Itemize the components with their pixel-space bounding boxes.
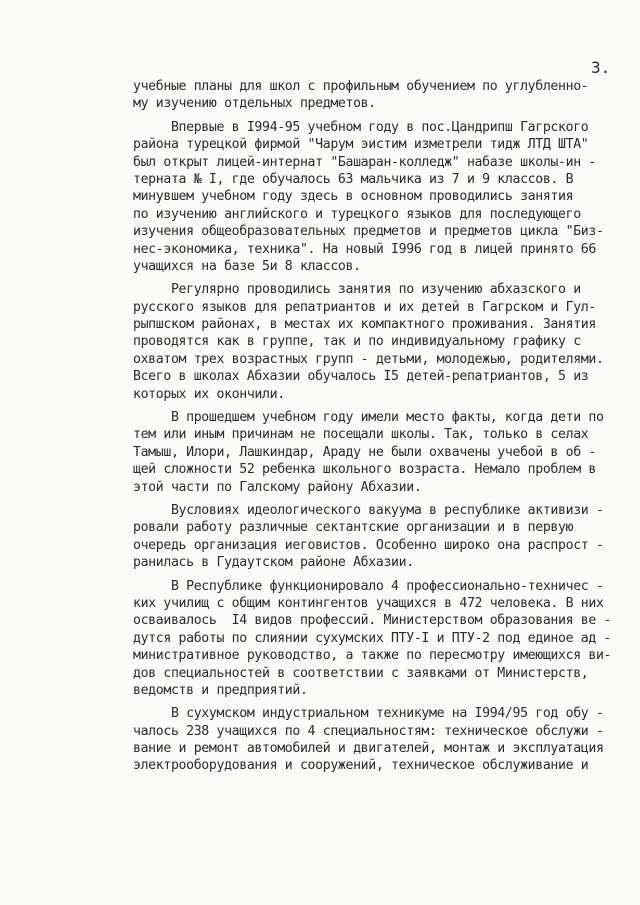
- text-line: Тамыш, Илори, Лашкиндар, Араду не были охвачены учебой в об -: [133, 444, 596, 460]
- paragraph: [133, 281, 613, 403]
- text-line: тем или иным причинам не посещали школы. Так, только в селах: [133, 427, 589, 443]
- text-line: электрооборудования и сооружений, техническое обслуживание и: [133, 758, 589, 774]
- text-line: проводятся как в группе, так и по индивидуальному графику с: [133, 334, 581, 350]
- paragraph: [133, 705, 613, 775]
- text-line: учащихся на базе 5и 8 классов.: [133, 258, 361, 274]
- text-line: Вусловиях идеологического вакуума в республике активизи -: [133, 502, 604, 518]
- text-line: дутся работы по слиянии сухумских ПТУ-I и ПТУ-2 под единое ад -: [133, 630, 612, 646]
- paragraph: [133, 409, 613, 496]
- text-line: изучения общеобразовательных предметов и предметов цикла "Биз-: [133, 224, 604, 240]
- document-body: [133, 78, 613, 775]
- text-line: чалось 238 учащихся по 4 специальностям: техническое обслужи -: [133, 723, 604, 739]
- text-line: рыпшском районах, в местах их компактного проживания. Занятия: [133, 317, 596, 333]
- text-line: министративное руководство, а также по пересмотру имеющихся ви-: [133, 648, 612, 664]
- paragraph: [133, 502, 613, 572]
- text-line: щей сложности 52 ребенка школьного возраста. Немало проблем в: [133, 462, 596, 478]
- text-line: В сухумском индустриальном техникуме на I994/95 год обу -: [133, 706, 604, 722]
- text-line: дов специальностей в соответствии с заявками от Министерств,: [133, 665, 589, 681]
- text-line: ровали работу различные сектантские организации и в первую: [133, 520, 574, 536]
- text-line: Регулярно проводились занятия по изучению абхазского и: [133, 282, 581, 298]
- text-line: осваивалось I4 видов профессий. Министерством образования ве -: [133, 613, 612, 629]
- text-line: вание и ремонт автомобилей и двигателей, монтаж и эксплуатация: [133, 741, 604, 757]
- text-line: по изучению английского и турецкого языков для последующего: [133, 206, 581, 222]
- text-line: этой части по Галскому району Абхазии.: [133, 479, 422, 495]
- text-line: Впервые в I994-95 учебном году в пос.Цандрипш Гагрского: [133, 119, 589, 135]
- text-line: очередь организация иеговистов. Особенно широко она распрост -: [133, 537, 604, 553]
- text-line: учебные планы для школ с профильным обучением по углубленно-: [133, 79, 589, 94]
- paragraph: [133, 578, 613, 700]
- text-line: Всего в школах Абхазии обучалось I5 детей-репатриантов, 5 из: [133, 369, 589, 385]
- text-line: му изучению отдельных предметов.: [133, 96, 376, 112]
- page-number: 3.: [591, 58, 611, 77]
- paragraph: [133, 119, 613, 276]
- text-line: русского языков для репатриантов и их детей в Гагрском и Гул-: [133, 299, 596, 315]
- text-line: которых их окончили.: [133, 386, 285, 402]
- text-line: В Республике функционировало 4 профессионально-техничес -: [133, 578, 604, 594]
- text-line: нес-экономика, техника". На новый I996 год в лицей принято 66: [133, 241, 596, 257]
- text-line: В прошедшем учебном году имели место факты, когда дети по: [133, 410, 604, 426]
- text-line: был открыт лицей-интернат "Башаран-колледж" набазе школы-ин -: [133, 154, 596, 170]
- text-line: ведомств и предприятий.: [133, 682, 308, 698]
- paragraph: [133, 78, 613, 113]
- text-line: терната № I, где обучалось 63 мальчика из 7 и 9 классов. В: [133, 171, 574, 187]
- text-line: минувшем учебном году здесь в основном проводились занятия: [133, 189, 574, 205]
- text-line: ких училищ с общим контингентов учащихся в 472 человека. В них: [133, 595, 604, 611]
- text-line: ранилась в Гудаутском районе Абхазии.: [133, 555, 414, 571]
- text-line: района турецкой фирмой "Чарум эистим изметрели тидж ЛТД ШТА": [133, 137, 589, 153]
- text-line: охватом трех возрастных групп - детьми, молодежью, родителями.: [133, 351, 604, 367]
